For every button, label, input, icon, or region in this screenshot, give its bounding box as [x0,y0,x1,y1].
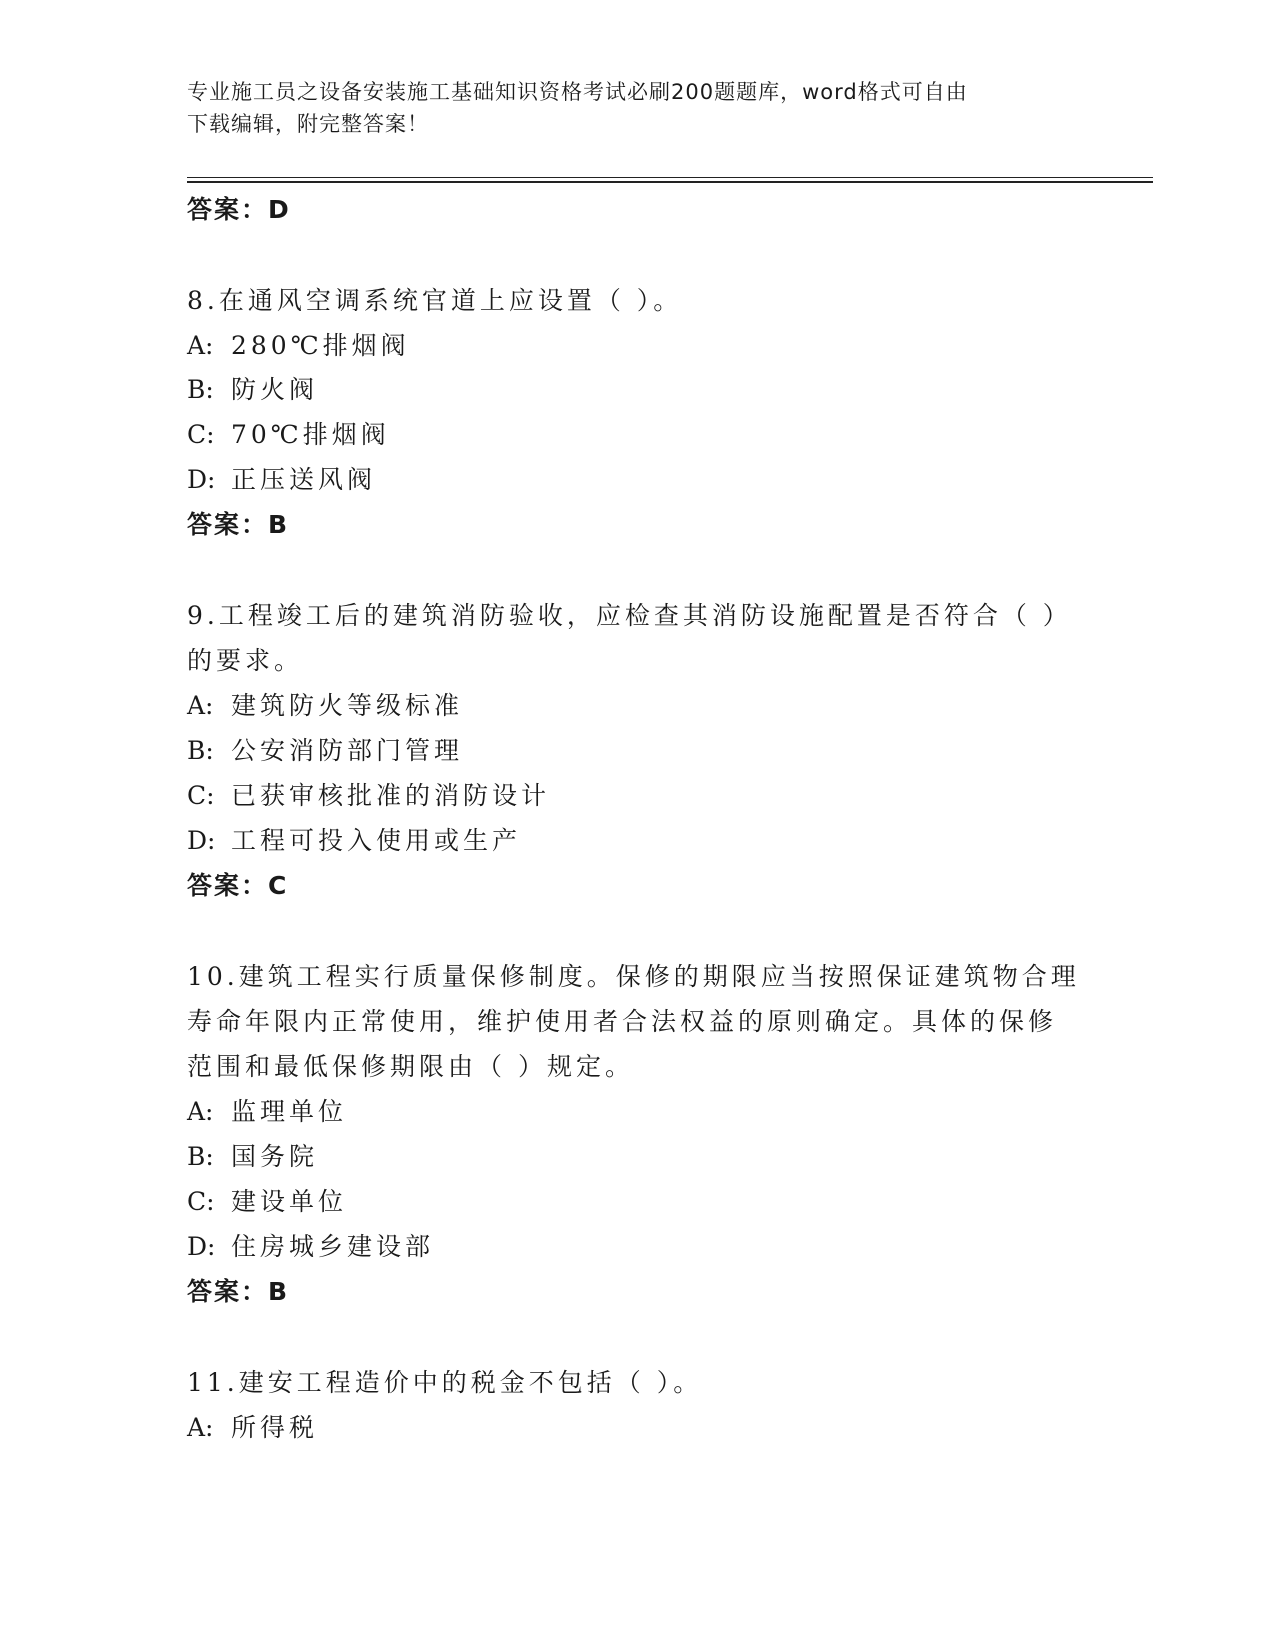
option-text: 建设单位 [231,1187,348,1216]
header-line-1: 专业施工员之设备安装施工基础知识资格考试必刷200题题库，word格式可自由 [187,80,968,104]
option-text: 280℃排烟阀 [231,331,410,360]
question-9-option-b [187,735,463,767]
question-10-option-d [187,1231,434,1263]
option-text: 工程可投入使用或生产 [231,826,522,855]
header-rule-thick [187,181,1153,183]
option-label: B: [187,1142,214,1171]
question-9-text-line-2: 的要求。 [187,646,304,675]
question-9-answer: 答案：C [187,871,289,900]
option-label: A: [187,331,214,360]
option-label: D: [187,826,216,855]
option-label: B: [187,736,214,765]
option-text: 公安消防部门管理 [231,736,464,765]
question-8-option-d [187,464,376,496]
question-8-option-c [187,419,390,451]
header-line-2: 下载编辑，附完整答案！ [187,112,429,136]
header-rule-thin [187,177,1153,178]
question-10-text-line-1: 10.建筑工程实行质量保修制度。保修的期限应当按照保证建筑物合理 [187,962,1080,991]
option-text: 正压送风阀 [231,465,377,494]
question-11-text: 11.建安工程造价中的税金不包括（ ）。 [187,1368,703,1397]
option-text: 防火阀 [231,375,319,404]
question-9-option-a [187,690,463,722]
question-10-answer: 答案：B [187,1277,290,1306]
option-text: 已获审核批准的消防设计 [231,781,551,810]
option-text: 住房城乡建设部 [231,1232,435,1261]
option-text: 国务院 [231,1142,319,1171]
question-10-option-b [187,1141,318,1173]
question-10-option-c [187,1186,347,1218]
option-text: 建筑防火等级标准 [231,691,464,720]
option-label: A: [187,691,214,720]
option-text: 监理单位 [231,1097,348,1126]
option-label: C: [187,1187,215,1216]
option-label: C: [187,781,215,810]
option-label: D: [187,1232,216,1261]
option-label: A: [187,1413,214,1442]
question-9-option-c [187,780,550,812]
question-11-option-a [187,1412,318,1444]
option-text: 70℃排烟阀 [231,420,390,449]
question-8-answer: 答案：B [187,510,290,539]
option-label: D: [187,465,216,494]
option-label: C: [187,420,215,449]
option-label: B: [187,375,214,404]
question-9-text-line-1: 9.工程竣工后的建筑消防验收，应检查其消防设施配置是否符合（ ） [187,601,1072,630]
question-8-option-b [187,374,318,406]
page-header [187,76,1087,140]
question-8-option-a [187,330,410,362]
question-10-text-line-2: 寿命年限内正常使用，维护使用者合法权益的原则确定。具体的保修 [187,1007,1058,1036]
option-text: 所得税 [231,1413,319,1442]
question-10-text-line-3: 范围和最低保修期限由（ ）规定。 [187,1052,634,1081]
answer-prev: 答案：D [187,195,291,224]
question-9-option-d [187,825,521,857]
question-10-option-a [187,1096,347,1128]
option-label: A: [187,1097,214,1126]
question-8-text: 8.在通风空调系统官道上应设置（ ）。 [187,286,683,315]
